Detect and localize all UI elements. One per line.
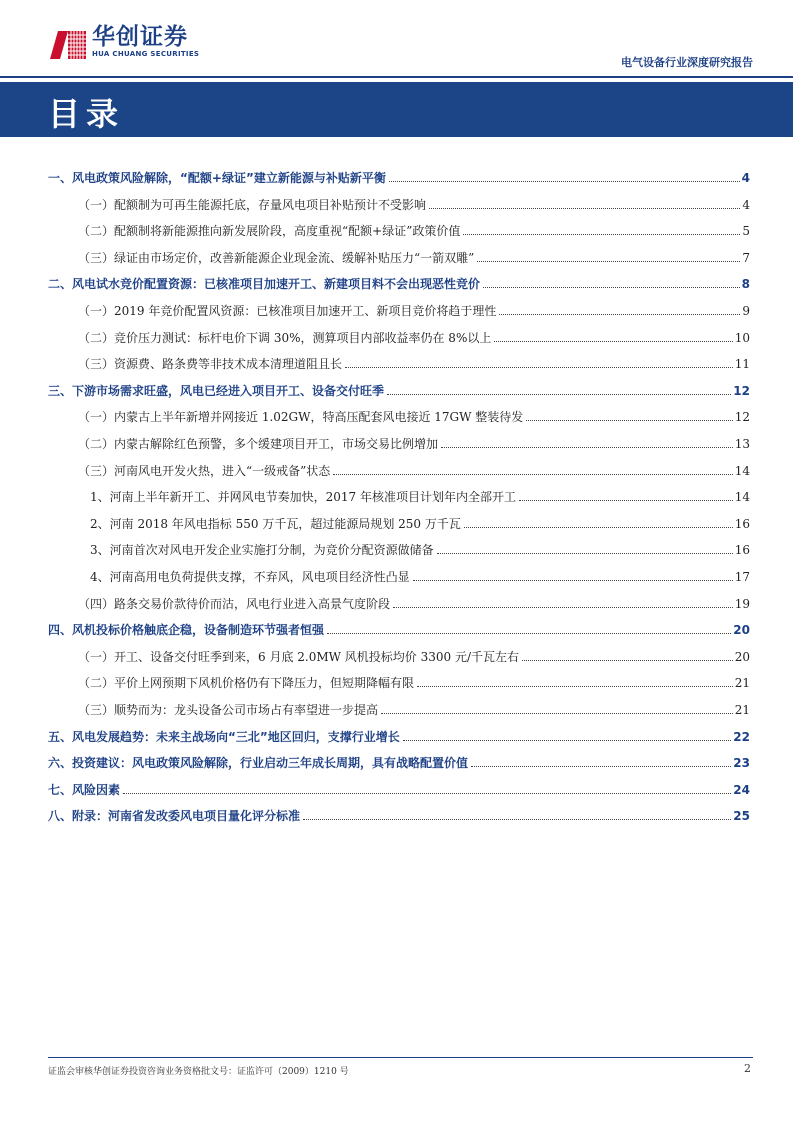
toc-entry[interactable] (48, 485, 750, 505)
toc-leader-dots (471, 766, 731, 767)
toc-entry-label: （一）内蒙古上半年新增并网接近 1.02GW，特高压配套风电接近 17GW 整装待发 (78, 410, 524, 425)
toc-leader-dots (327, 633, 731, 634)
toc-entry[interactable] (48, 565, 750, 585)
toc-entry-page: 4 (741, 171, 750, 185)
toc-entry-label: （三）顺势而为：龙头设备公司市场占有率望进一步提高 (78, 703, 379, 717)
toc-leader-dots (522, 660, 733, 661)
toc-entry-page: 4 (742, 197, 750, 212)
toc-leader-dots (417, 686, 733, 687)
toc-entry-label: 三、下游市场需求旺盛，风电已经进入项目开工、设备交付旺季 (48, 383, 385, 398)
toc-entry-page: 25 (733, 809, 750, 824)
toc-entry[interactable] (48, 405, 750, 425)
company-logo (50, 24, 199, 59)
toc-entry-page: 12 (733, 383, 750, 398)
toc-entry-page: 5 (742, 224, 750, 239)
toc-leader-dots (519, 500, 733, 501)
toc-entry[interactable] (48, 352, 750, 372)
toc-entry-label: 六、投资建议：风电政策风险解除，行业启动三年成长周期，具有战略配置价值 (48, 756, 469, 771)
toc-entry-page: 10 (734, 330, 750, 345)
toc-entry-page: 24 (733, 782, 750, 797)
footer-divider (48, 1057, 753, 1058)
toc-entry[interactable] (48, 219, 750, 239)
toc-leader-dots (429, 208, 740, 209)
toc-entry-page: 21 (734, 676, 750, 691)
header-divider (0, 76, 793, 78)
toc-entry-label: 4、河南高用电负荷提供支撑，不弃风，风电项目经济性凸显 (90, 570, 410, 584)
toc-entry-label: （二）配额制将新能源推向新发展阶段，高度重视“配额+绿证”政策价值 (78, 224, 461, 239)
toc-entry[interactable] (48, 272, 750, 292)
toc-leader-dots (403, 740, 732, 741)
toc-leader-dots (387, 394, 731, 395)
toc-entry[interactable] (48, 698, 750, 718)
toc-entry[interactable] (48, 592, 750, 612)
toc-entry-label: （一）开工、设备交付旺季到来，6 月底 2.0MW 风机投标均价 3300 元/千瓦左右 (78, 649, 519, 664)
toc-leader-dots (463, 234, 740, 235)
toc-leader-dots (381, 713, 733, 714)
toc-entry-label: （三）河南风电开发火热，进入“一级戒备”状态 (78, 463, 331, 478)
toc-entry-page: 22 (733, 729, 750, 744)
toc-entry[interactable] (48, 432, 750, 452)
toc-entry-label: （一）配额制为可再生能源托底，存量风电项目补贴预计不受影响 (78, 197, 427, 212)
toc-entry-page: 19 (734, 596, 750, 611)
toc-entry[interactable] (48, 778, 750, 798)
toc-entry-label: 一、风电政策风险解除，“配额+绿证”建立新能源与补贴新平衡 (48, 171, 386, 185)
toc-entry-label: （二）平价上网预期下风机价格仍有下降压力，但短期降幅有限 (78, 676, 415, 691)
toc-entry-label: 二、风电试水竞价配置资源：已核准项目加速开工、新建项目料不会出现恶性竞价 (48, 277, 481, 292)
toc-entry-page: 8 (741, 277, 750, 292)
toc-leader-dots (123, 793, 731, 794)
toc-entry[interactable] (48, 459, 750, 479)
toc-leader-dots (477, 261, 740, 262)
toc-leader-dots (413, 580, 733, 581)
toc-leader-dots (393, 607, 733, 608)
toc-entry-page: 14 (734, 463, 750, 478)
toc-entry-page: 12 (734, 410, 750, 425)
toc-entry-label: 五、风电发展趋势：未来主战场向“三北”地区回归，支撑行业增长 (48, 729, 400, 744)
toc-entry[interactable] (48, 751, 750, 771)
toc-entry[interactable] (48, 246, 750, 266)
toc-leader-dots (303, 819, 731, 820)
toc-entry-label: （一）2019 年竞价配置风资源：已核准项目加速开工、新项目竞价将趋于理性 (78, 304, 497, 318)
page-header (0, 0, 793, 80)
toc-entry[interactable] (48, 512, 750, 532)
page-number: 2 (744, 1062, 751, 1075)
toc-entry-label: （二）内蒙古解除红色预警，多个缓建项目开工，市场交易比例增加 (78, 437, 439, 451)
toc-entry-label: 3、河南首次对风电开发企业实施打分制，为竞价分配资源做储备 (90, 543, 434, 558)
toc-leader-dots (441, 447, 733, 448)
toc-entry-page: 7 (742, 250, 750, 265)
toc-leader-dots (464, 527, 733, 528)
toc-entry-page: 21 (734, 703, 750, 717)
toc-entry-page: 20 (733, 623, 750, 638)
toc-entry[interactable] (48, 379, 750, 399)
toc-entry-page: 23 (733, 756, 750, 771)
toc-entry-page: 16 (734, 543, 750, 558)
toc-entry[interactable] (48, 538, 750, 558)
footer-license: 证监会审核华创证券投资咨询业务资格批文号：证监许可（2009）1210 号 (48, 1067, 349, 1077)
toc-entry-page: 13 (734, 437, 750, 451)
toc-entry-label: （三）绿证由市场定价，改善新能源企业现金流、缓解补贴压力“一箭双雕” (78, 250, 475, 265)
toc-entry-page: 9 (742, 304, 750, 318)
toc-leader-dots (437, 553, 733, 554)
logo-mark-icon (50, 25, 86, 59)
toc-leader-dots (333, 474, 732, 475)
toc-entry-page: 14 (734, 490, 750, 505)
toc-leader-dots (526, 420, 732, 421)
toc-entry-label: （三）资源费、路条费等非技术成本清理道阻且长 (78, 357, 343, 372)
toc-entry-page: 17 (734, 570, 750, 584)
toc-entry-label: 四、风机投标价格触底企稳，设备制造环节强者恒强 (48, 623, 325, 638)
toc-leader-dots (494, 341, 732, 342)
toc-entry-page: 20 (734, 649, 750, 664)
logo-chinese-name: 华创证券 (92, 24, 188, 50)
toc-leader-dots (483, 287, 740, 288)
toc-entry-label: （四）路条交易价款待价而沽，风电行业进入高景气度阶段 (78, 596, 391, 611)
toc-entry[interactable] (48, 299, 750, 319)
toc-entry[interactable] (48, 166, 750, 186)
toc-leader-dots (499, 314, 740, 315)
toc-entry[interactable] (48, 725, 750, 745)
report-type: 电气设备行业深度研究报告 (621, 56, 753, 69)
toc-entry[interactable] (48, 193, 750, 213)
toc-leader-dots (345, 367, 733, 368)
toc-entry-page: 11 (734, 357, 750, 372)
toc-entry[interactable] (48, 618, 750, 638)
toc-entry-label: 八、附录：河南省发改委风电项目量化评分标准 (48, 809, 301, 824)
toc-entry[interactable] (48, 645, 750, 665)
toc-entry-page: 16 (734, 516, 750, 531)
toc-entry[interactable] (48, 671, 750, 691)
toc-entry[interactable] (48, 804, 750, 824)
toc-entry-label: （二）竞价压力测试：标杆电价下调 30%，测算项目内部收益率仍在 8%以上 (78, 330, 492, 345)
toc-entry-label: 七、风险因素 (48, 782, 121, 797)
title-band (0, 82, 793, 137)
toc-leader-dots (389, 181, 740, 182)
page-title: 目录 (48, 95, 125, 133)
toc-entry-label: 1、河南上半年新开工、并网风电节奏加快，2017 年核准项目计划年内全部开工 (90, 490, 516, 505)
toc-entry[interactable] (48, 326, 750, 346)
toc-entry-label: 2、河南 2018 年风电指标 550 万千瓦，超过能源局规划 250 万千瓦 (90, 516, 461, 531)
logo-english-name: HUA CHUANG SECURITIES (92, 50, 200, 58)
